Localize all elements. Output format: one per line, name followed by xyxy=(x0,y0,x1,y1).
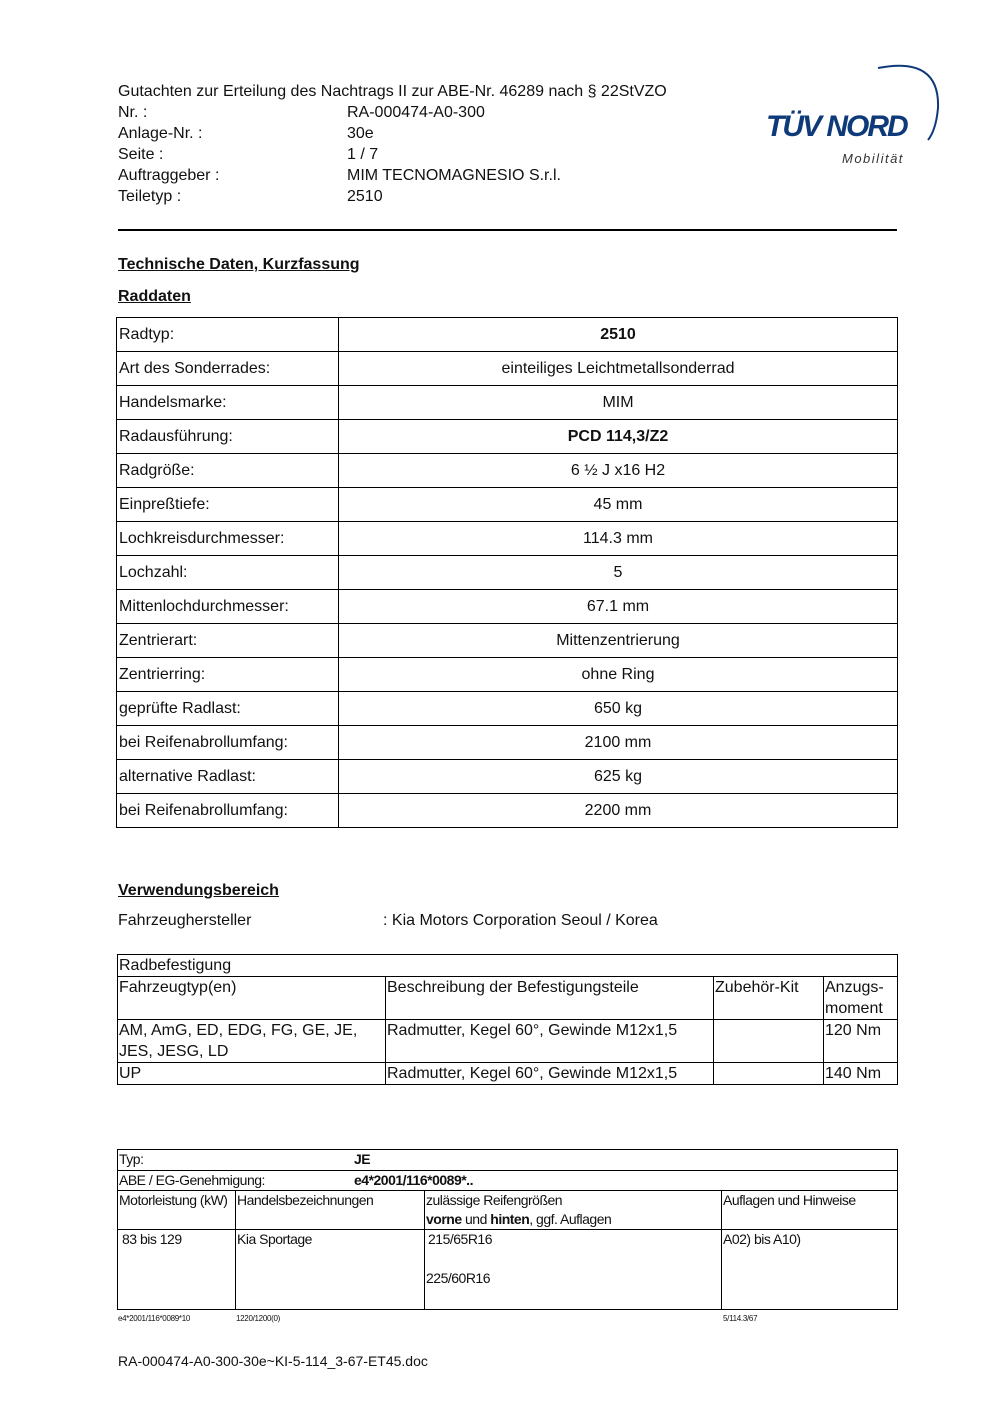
header-fahrzeugtyp: Fahrzeugtyp(en) xyxy=(118,977,386,1020)
raddaten-value: 2100 mm xyxy=(339,726,898,760)
cell-name: Kia Sportage xyxy=(236,1230,425,1310)
table-row xyxy=(117,420,898,454)
table-row xyxy=(117,488,898,522)
cell-notes: A02) bis A10) xyxy=(722,1230,898,1310)
raddaten-label: Einpreßtiefe: xyxy=(117,488,339,522)
logo-brand: TÜV NORD xyxy=(766,110,907,143)
header-row-anlage: Anlage-Nr. : 30e xyxy=(118,125,374,142)
abe-label: ABE / EG-Genehmigung: xyxy=(119,1172,265,1188)
radbefestigung-table xyxy=(117,954,898,1085)
raddaten-value: 6 ½ J x16 H2 xyxy=(339,454,898,488)
table-row-desc: Radmutter, Kegel 60°, Gewinde M12x1,5 xyxy=(386,1063,714,1085)
raddaten-label: Lochkreisdurchmesser: xyxy=(117,522,339,556)
raddaten-label: Handelsmarke: xyxy=(117,386,339,420)
table-row xyxy=(117,590,898,624)
table-row-types: UP xyxy=(118,1063,386,1085)
table-row-torque: 120 Nm xyxy=(824,1020,898,1063)
header-zubehoer-kit: Zubehör-Kit xyxy=(714,977,824,1020)
raddaten-label: Radgröße: xyxy=(117,454,339,488)
abe-row xyxy=(118,1171,898,1191)
raddaten-label: bei Reifenabrollumfang: xyxy=(117,726,339,760)
table-row xyxy=(117,556,898,590)
cell-tyres: 215/65R16 225/60R16 xyxy=(425,1230,722,1310)
section-subtitle-raddaten: Raddaten xyxy=(118,288,191,305)
header-row-teiletyp: Teiletyp : 2510 xyxy=(118,188,383,205)
table-row xyxy=(117,794,898,828)
raddaten-value: 650 kg xyxy=(339,692,898,726)
header-row-auftraggeber: Auftraggeber : MIM TECNOMAGNESIO S.r.l. xyxy=(118,167,561,184)
typ-footnote-3: 5/114.3/67 xyxy=(723,1314,758,1323)
raddaten-value: 625 kg xyxy=(339,760,898,794)
header-row-seite: Seite : 1 / 7 xyxy=(118,146,379,163)
cell-power: 83 bis 129 xyxy=(118,1230,236,1310)
header-beschreibung: Beschreibung der Befestigungsteile xyxy=(386,977,714,1020)
section-title-verwendungsbereich: Verwendungsbereich xyxy=(118,882,279,899)
table-row-torque: 140 Nm xyxy=(824,1063,898,1085)
table-row-desc: Radmutter, Kegel 60°, Gewinde M12x1,5 xyxy=(386,1020,714,1063)
document-title: Gutachten zur Erteilung des Nachtrags II zur ABE-Nr. 46289 nach § 22StVZO xyxy=(118,83,667,100)
manufacturer-value: : Kia Motors Corporation Seoul / Korea xyxy=(383,912,658,929)
raddaten-value: ohne Ring xyxy=(339,658,898,692)
table-row xyxy=(117,352,898,386)
header-motorleistung: Motorleistung (kW) xyxy=(118,1191,236,1230)
table-row xyxy=(117,692,898,726)
radbefestigung-title: Radbefestigung xyxy=(118,955,898,977)
table-row-kit xyxy=(714,1063,824,1085)
raddaten-table xyxy=(116,317,898,828)
raddaten-value: einteiliges Leichtmetallsonderrad xyxy=(339,352,898,386)
raddaten-value: 2200 mm xyxy=(339,794,898,828)
manufacturer-label: Fahrzeughersteller xyxy=(118,912,252,929)
raddaten-label: Lochzahl: xyxy=(117,556,339,590)
raddaten-label: bei Reifenabrollumfang: xyxy=(117,794,339,828)
abe-value: e4*2001/116*0089*.. xyxy=(354,1172,473,1188)
header-anzugsmoment: Anzugs-moment xyxy=(824,977,898,1020)
table-row xyxy=(117,624,898,658)
table-row xyxy=(117,318,898,352)
logo-subtitle: Mobilität xyxy=(842,151,904,166)
footer-filename: RA-000474-A0-300-30e~KI-5-114_3-67-ET45.doc xyxy=(118,1353,428,1369)
table-row xyxy=(117,522,898,556)
tuv-nord-logo xyxy=(760,58,945,170)
raddaten-label: geprüfte Radlast: xyxy=(117,692,339,726)
header-row-nr: Nr. : RA-000474-A0-300 xyxy=(118,104,485,121)
document-header xyxy=(118,81,667,207)
header-auflagen: Auflagen und Hinweise xyxy=(722,1191,898,1230)
table-row xyxy=(117,760,898,794)
table-row xyxy=(117,454,898,488)
typ-footnote-2: 1220/1200(0) xyxy=(236,1314,280,1323)
raddaten-value: 67.1 mm xyxy=(339,590,898,624)
raddaten-label: alternative Radlast: xyxy=(117,760,339,794)
raddaten-value: 5 xyxy=(339,556,898,590)
raddaten-label: Radtyp: xyxy=(117,318,339,352)
table-row xyxy=(117,658,898,692)
raddaten-label: Mittenlochdurchmesser: xyxy=(117,590,339,624)
table-row xyxy=(117,386,898,420)
table-row-types: AM, AmG, ED, EDG, FG, GE, JE, JES, JESG, LD xyxy=(118,1020,386,1063)
typ-footnote-1: e4*2001/116*0089*10 xyxy=(118,1314,191,1323)
header-divider xyxy=(118,229,897,231)
header-handelsbezeichnungen: Handelsbezeichnungen xyxy=(236,1191,425,1230)
typ-label: Typ: xyxy=(119,1151,144,1167)
raddaten-value: PCD 114,3/Z2 xyxy=(339,420,898,454)
raddaten-value: 114.3 mm xyxy=(339,522,898,556)
raddaten-value: Mittenzentrierung xyxy=(339,624,898,658)
raddaten-label: Art des Sonderrades: xyxy=(117,352,339,386)
raddaten-value: MIM xyxy=(339,386,898,420)
raddaten-value: 45 mm xyxy=(339,488,898,522)
raddaten-label: Radausführung: xyxy=(117,420,339,454)
section-title-technische-daten: Technische Daten, Kurzfassung xyxy=(118,256,360,273)
table-row-kit xyxy=(714,1020,824,1063)
raddaten-label: Zentrierring: xyxy=(117,658,339,692)
raddaten-value: 2510 xyxy=(339,318,898,352)
typ-value: JE xyxy=(354,1151,371,1167)
typ-table xyxy=(117,1149,898,1310)
table-row xyxy=(117,726,898,760)
header-reifengroessen: zulässige Reifengrößen vorne und hinten, ggf. Auflagen xyxy=(425,1191,722,1230)
raddaten-label: Zentrierart: xyxy=(117,624,339,658)
typ-row xyxy=(118,1150,898,1171)
